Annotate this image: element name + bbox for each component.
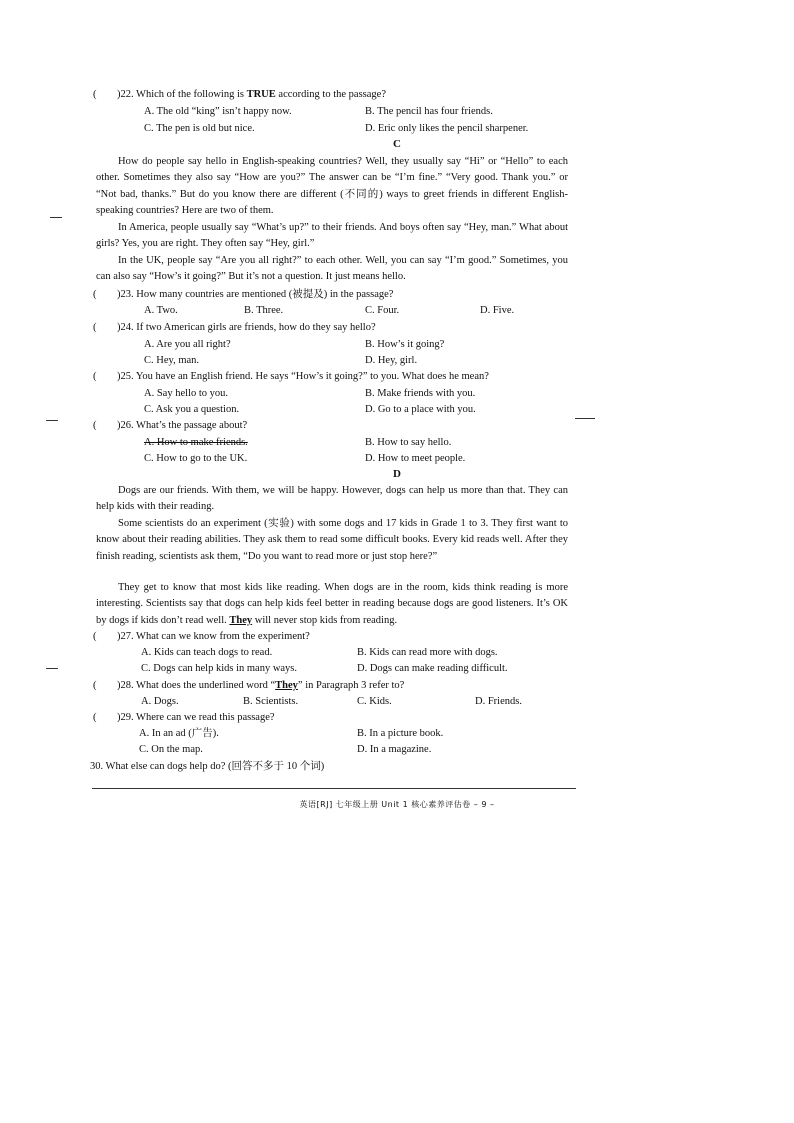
question-26-stem: )26. What’s the passage about?: [117, 420, 248, 431]
q24-option-d: D. Hey, girl.: [365, 355, 418, 366]
q25-option-b: B. Make friends with you.: [365, 388, 476, 399]
question-28-stem-suffix: ” in Paragraph 3 refer to?: [297, 680, 405, 691]
q23-option-a: A. Two.: [144, 305, 178, 316]
section-d-paragraph-2: Some scientists do an experiment (实验) with some dogs and 17 kids in Grade 1 to 3. They first want to know about their reading abilities. They ask them to read some difficult books. Every kid reads well. After they finish reading, scientists ask them, “Do you want to read more or just stop here?”: [96, 518, 568, 562]
q24-option-a: A. Are you all right?: [144, 339, 231, 350]
answer-bracket[interactable]: (: [93, 680, 97, 691]
q22-option-b: B. The pencil has four friends.: [365, 106, 493, 117]
question-24-stem: )24. If two American girls are friends, how do they say hello?: [117, 322, 376, 333]
question-22-stem-suffix: according to the passage?: [275, 89, 386, 100]
q25-option-a: A. Say hello to you.: [144, 388, 228, 399]
question-27: [93, 630, 310, 643]
q26-option-d: D. How to meet people.: [365, 453, 466, 464]
underlined-word-they: They: [229, 614, 253, 626]
section-d-paragraph-1: Dogs are our friends. With them, we will be happy. However, dogs can help us more than that. They can help kids with their reading.: [96, 485, 568, 513]
section-c-label: C: [393, 138, 401, 150]
q25-option-d: D. Go to a place with you.: [365, 404, 476, 415]
margin-mark: [50, 217, 62, 218]
question-29: [93, 711, 275, 724]
q27-option-d: D. Dogs can make reading difficult.: [357, 663, 508, 674]
q29-option-a: A. In an ad (广告).: [139, 728, 219, 739]
question-25: [93, 370, 489, 383]
question-23-stem: )23. How many countries are mentioned (被提及) in the passage?: [117, 289, 394, 300]
answer-bracket[interactable]: (: [93, 420, 97, 431]
question-27-stem: )27. What can we know from the experiment?: [117, 631, 310, 642]
q28-option-a: A. Dogs.: [141, 696, 179, 707]
question-23: [93, 288, 393, 301]
answer-bracket[interactable]: (: [93, 322, 97, 333]
section-d-paragraph-3-prefix: They get to know that most kids like reading. When dogs are in the room, kids think reading is more interesting. Scientists say that dogs can help kids feel better in reading because dogs are good listeners. It’s OK by dogs if kids don’t read well.: [96, 582, 568, 626]
q27-option-a: A. Kids can teach dogs to read.: [141, 647, 273, 658]
answer-bracket[interactable]: (: [93, 371, 97, 382]
answer-bracket[interactable]: (: [93, 89, 97, 100]
footer-divider: [92, 788, 576, 789]
q28-option-d: D. Friends.: [475, 696, 522, 707]
q26-option-c: C. How to go to the UK.: [144, 453, 248, 464]
q29-option-d: D. In a magazine.: [357, 744, 432, 755]
question-22: [93, 88, 386, 101]
q27-option-b: B. Kids can read more with dogs.: [357, 647, 498, 658]
q29-option-b: B. In a picture book.: [357, 728, 444, 739]
question-29-stem: )29. Where can we read this passage?: [117, 712, 275, 723]
question-28-stem-prefix: )28. What does the underlined word “: [117, 680, 276, 691]
section-d-paragraph-3-suffix: will never stop kids from reading.: [252, 614, 398, 626]
q22-option-c: C. The pen is old but nice.: [144, 123, 255, 134]
q23-option-d: D. Five.: [480, 305, 515, 316]
page-footer: 英语[RJ] 七年级上册 Unit 1 核心素养评估卷 – 9 –: [299, 800, 495, 809]
q22-option-a: A. The old “king” isn’t happy now.: [144, 106, 292, 117]
q26-option-b: B. How to say hello.: [365, 437, 452, 448]
answer-bracket[interactable]: (: [93, 289, 97, 300]
q29-option-c: C. On the map.: [139, 744, 203, 755]
question-22-stem-prefix: )22. Which of the following is: [117, 89, 247, 100]
q27-option-c: C. Dogs can help kids in many ways.: [141, 663, 298, 674]
q23-option-b: B. Three.: [244, 305, 284, 316]
q22-option-d: D. Eric only likes the pencil sharpener.: [365, 123, 529, 134]
section-d-paragraph-3: [96, 580, 568, 629]
section-c-paragraph-2: In America, people usually say “What’s up?” to their friends. And boys often say “Hey, man.” What about girls? Yes, you are right. They often say “Hey, girl.”: [96, 222, 568, 250]
q26-option-a: A. How to make friends.: [144, 437, 248, 448]
q28-option-c: C. Kids.: [357, 696, 392, 707]
question-28-underlined-word: They: [275, 680, 298, 691]
question-22-stem-bold: TRUE: [246, 89, 276, 100]
margin-mark: [46, 668, 58, 669]
answer-bracket[interactable]: (: [93, 631, 97, 642]
q28-option-b: B. Scientists.: [243, 696, 299, 707]
q23-option-c: C. Four.: [365, 305, 400, 316]
answer-bracket[interactable]: (: [93, 712, 97, 723]
q24-option-b: B. How’s it going?: [365, 339, 445, 350]
margin-mark: [575, 418, 595, 419]
section-d-label: D: [393, 468, 401, 480]
section-c-paragraph-1: How do people say hello in English-speaking countries? Well, they usually say “Hi” or “Hello” to each other. Sometimes they also say “How are you?” The answer can be “I’m fine.” “Very good. Thank you.” or “Not bad, thanks.” But do you know there are different (不同的) ways to greet friends in different English-speaking countries? Here are two of them.: [96, 156, 568, 217]
question-24: [93, 321, 376, 334]
section-c-paragraph-3: In the UK, people say “Are you all right?” to each other. Well, you can say “I’m good.” Sometimes, you can also say “How’s it going?” But it’s not a question. It just means hello.: [96, 255, 568, 283]
margin-mark: [46, 420, 58, 421]
question-30: 30. What else can dogs help do? (回答不多于 10 个词): [90, 761, 325, 772]
question-26: [93, 419, 247, 432]
q25-option-c: C. Ask you a question.: [144, 404, 240, 415]
question-25-stem: )25. You have an English friend. He says “How’s it going?” to you. What does he mean?: [117, 371, 489, 382]
question-28: [93, 679, 404, 692]
q24-option-c: C. Hey, man.: [144, 355, 200, 366]
